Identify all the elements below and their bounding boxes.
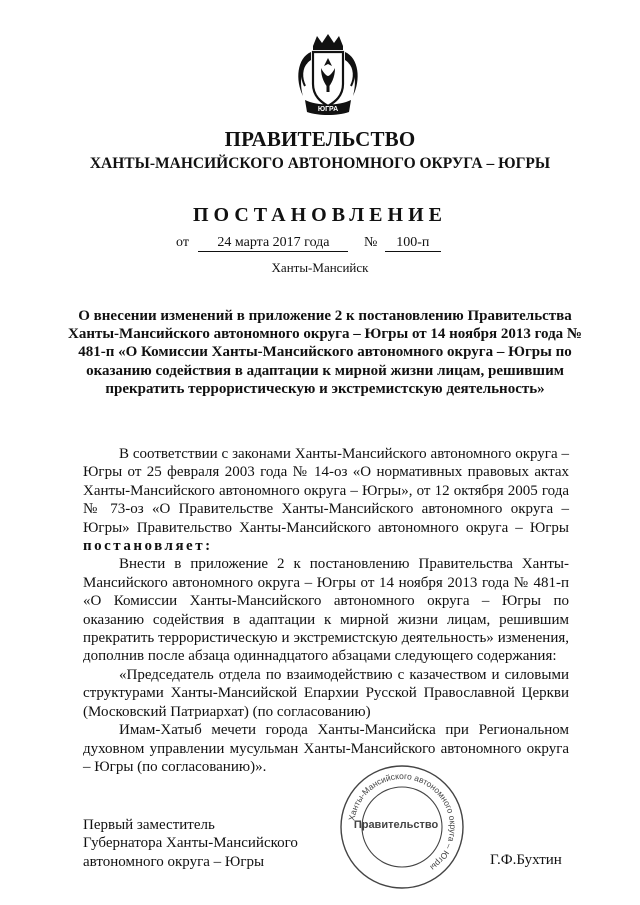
number-prefix: № — [363, 235, 378, 250]
org-name-line1: ПРАВИТЕЛЬСТВО — [224, 127, 416, 151]
signatory-name: Г.Ф.Бухтин — [490, 852, 562, 868]
stamp-ring-text: Ханты-Мансийского автономного округа – Югры — [346, 770, 459, 873]
org-name-line2: ХАНТЫ-МАНСИЙСКОГО АВТОНОМНОГО ОКРУГА – ЮГРЫ — [89, 155, 551, 172]
emblem-label: ЮГРА — [317, 106, 339, 113]
paragraph-4: Имам-Хатыб мечети города Ханты-Мансийска при Региональном духовном управлении мусульман Ханты-Мансийского автономного округа – Югры (по согласованию)». — [83, 722, 569, 775]
paragraph-1: В соответствии с законами Ханты-Мансийского автономного округа – Югры от 25 февраля 2003 года № 14-оз «О нормативных правовых актах Ханты-Мансийского автономного округа – Югры», от 12 октября 2005 года № 73-оз «О Правительстве Ханты-Мансийского автономного округа – Югры» Правительство Ханты-Мансийского автономного округа – Югры постановляет: — [83, 446, 569, 555]
paragraph-3: «Председатель отдела по взаимодействию с казачеством и силовыми структурами Ханты-Мансийской Епархии Русской Православной Церкви (Московский Патриархат) (по согласованию) — [83, 666, 569, 720]
document-type: ПОСТАНОВЛЕНИЕ — [193, 204, 447, 226]
city: Ханты-Мансийск — [271, 260, 369, 275]
resolution-keyword: постановляет: — [83, 538, 213, 555]
document-title: О внесении изменений в приложение 2 к постановлению Правительства Ханты-Мансийского автономного округа – Югры от 14 ноября 2013 года № 481-п «О Комиссии Ханты-Мансийского автономного округа – Югры по оказанию содействия в адаптации к мирной жизни лицам, решившим прекратить террористическую и экстремистскую деятельность» — [67, 308, 582, 397]
document-number: 100-п — [385, 235, 441, 252]
signatory-position: Первый заместитель Губернатора Ханты-Мансийского автономного округа – Югры — [83, 817, 298, 870]
date-prefix: от — [176, 235, 189, 250]
paragraph-2: Внести в приложение 2 к постановлению Правительства Ханты-Мансийского автономного округа – Югры от 14 ноября 2013 года № 481-п «О Комиссии Ханты-Мансийского автономного округа – Югры по оказанию содействия в адаптации к мирной жизни лицам, решившим прекратить террористическую и экстремистскую деятельность» изменения, дополнив после абзаца одиннадцатого абзацами следующего содержания: — [83, 556, 569, 665]
date-line — [176, 235, 441, 252]
coat-of-arms-icon — [291, 32, 365, 118]
document-date: 24 марта 2017 года — [198, 235, 348, 252]
document-body — [83, 445, 569, 776]
stamp-center-text: Правительство — [353, 819, 439, 831]
